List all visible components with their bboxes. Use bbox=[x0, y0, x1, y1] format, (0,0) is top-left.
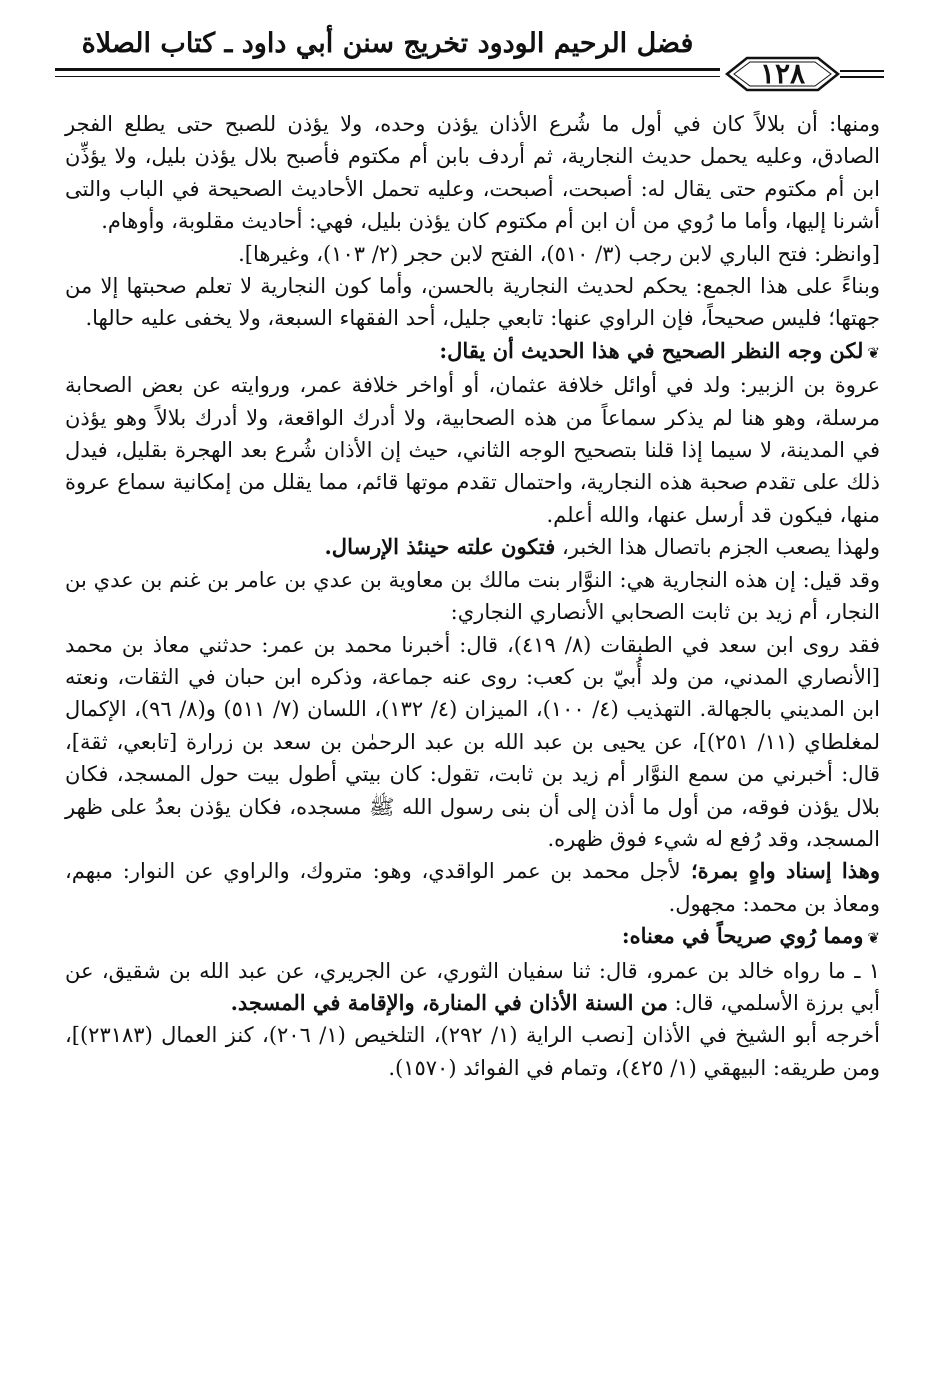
bold-text: من السنة الأذان في المنارة، والإقامة في المسجد. bbox=[230, 989, 668, 1015]
body-paragraph bbox=[65, 108, 880, 238]
paragraph-text: ولهذا يصعب الجزم باتصال هذا الخبر، bbox=[555, 535, 880, 560]
bold-text: ومما رُوي صريحاً في معناه: bbox=[621, 923, 864, 949]
heading-marker-icon: ❦ bbox=[867, 929, 880, 948]
body-paragraph bbox=[65, 238, 880, 270]
paragraph-text: أخرجه أبو الشيخ في الأذان [نصب الراية (١/ ٢٩٢)، التلخيص (١/ ٢٠٦)، كنز العمال (٢٣١٨٣)]، ومن طريقه: البيهقي (١/ ٤٢٥)، وتمام في الفوائد (١٥٧٠). bbox=[65, 1023, 880, 1080]
page-body bbox=[65, 108, 880, 1084]
bold-text: فتكون علته حينئذ الإرسال. bbox=[324, 534, 556, 560]
bold-text: لكن وجه النظر الصحيح في هذا الحديث أن يقال: bbox=[439, 337, 864, 363]
header-rule-thin bbox=[55, 76, 720, 77]
paragraph-text: وبناءً على هذا الجمع: يحكم لحديث النجارية بالحسن، وأما كون النجارية لا تعلم صحبتها إلا من جهتها؛ فليس صحيحاً، فإن الراوي عنها: تابعي جليل، أحد الفقهاء السبعة، ولا يخفى عليه حالها. bbox=[65, 274, 880, 331]
body-paragraph bbox=[65, 1019, 880, 1084]
paragraph-text: فقد روى ابن سعد في الطبقات (٨/ ٤١٩)، قال: أخبرنا محمد بن عمر: حدثني معاذ بن محمد [الأنصاري المدني، من ولد أُبيّ بن كعب: روى عنه جماعة، وذكره ابن حبان في الثقات، ونعته ابن المديني بالجهالة. التهذيب (٤/ ١٠٠)، الميزان (٤/ ١٣٢)، اللسان (٧/ ٥١١) و(٨/ ٩٦)، الإكمال لمغلطاي (١١/ ٢٥١)]، عن يحيى بن عبد الله بن عبد الرحمٰن بن سعد بن زرارة [تابعي، ثقة]، قال: أخبرني من سمع النوَّار أم زيد بن ثابت، تقول: كان بيتي أطول بيت حول المسجد، فكان بلال يؤذن فوقه، من أول ما أذن إلى أن بنى رسول الله ﷺ مسجده، فكان يؤذن بعدُ على ظهر المسجد، وقد رُفع له شيء فوق ظهره. bbox=[65, 632, 881, 851]
paragraph-text: وقد قيل: إن هذه النجارية هي: النوَّار بنت مالك بن معاوية بن عدي بن عامر بن غنم بن عدي بن النجار، أم زيد بن ثابت الصحابي الأنصاري النجاري: bbox=[65, 567, 880, 625]
body-paragraph bbox=[65, 369, 880, 531]
body-paragraph bbox=[65, 955, 880, 1020]
header-rule bbox=[55, 68, 720, 71]
heading-marker-icon: ❦ bbox=[867, 343, 880, 362]
page-number: ١٢٨ bbox=[759, 57, 806, 90]
body-paragraph bbox=[65, 564, 880, 629]
paragraph-text: لأجل محمد بن عمر الواقدي، وهو: متروك، والراوي عن النوار: مبهم، ومعاذ بن محمد: مجهول. bbox=[65, 859, 880, 916]
header-rule-right-thin bbox=[840, 76, 884, 78]
running-title: فضل الرحيم الودود تخريج سنن أبي داود ـ كتاب الصلاة bbox=[81, 28, 694, 59]
section-heading bbox=[65, 335, 880, 369]
bold-text: وهذا إسناد واهٍ بمرة؛ bbox=[680, 858, 881, 884]
paragraph-text: ١ ـ ما رواه خالد بن عمرو، قال: ثنا سفيان الثوري، عن الجريري، عن عبد الله بن شقيق، عن أبي برزة الأسلمي، قال: bbox=[65, 958, 880, 1015]
paragraph-text: ومنها: أن بلالاً كان في أول ما شُرع الأذان يؤذن وحده، ولا يؤذن للصبح حتى يطلع الفجر الصادق، وعليه يحمل حديث النجارية، ثم أردف بابن أم مكتوم فأصبح بلال يؤذن بليل، ولا يؤذِّن ابن أم مكتوم حتى يقال له: أصبحت، أصبحت، وعليه تحمل الأحاديث الصحيحة في الباب والتى أشرنا إليها، وأما ما رُوي من أن ابن أم مكتوم كان يؤذن بليل، فهي: أحاديث مقلوبة، وأوهام. bbox=[65, 112, 880, 234]
page-number-badge bbox=[725, 55, 840, 93]
paragraph-text: عروة بن الزبير: ولد في أوائل خلافة عثمان، أو أواخر خلافة عمر، وروايته عن بعض الصحابة مرسلة، وهو هنا لم يذكر سماعاً من هذه الصحابية، ولا أدرك الواقعة، ولا أدرك بلالاً وهو يؤذن في المدينة، لا سيما إذا قلنا بتصحيح الوجه الثاني، حيث إن الأذان شُرع بعد الهجرة بقليل، فيدل ذلك على تقدم صحبة هذه النجارية، واحتمال تقدم موتها قائم، مما يقلل من إمكانية سماع عروة منها، فيكون قد أرسل عنها، والله أعلم. bbox=[65, 373, 880, 527]
section-heading bbox=[65, 920, 880, 954]
body-paragraph bbox=[65, 270, 880, 335]
header-rule-right bbox=[840, 70, 884, 72]
body-paragraph bbox=[65, 855, 880, 920]
paragraph-text: [وانظر: فتح الباري لابن رجب (٣/ ٥١٠)، الفتح لابن حجر (٢/ ١٠٣)، وغيرها]. bbox=[238, 241, 880, 266]
body-paragraph bbox=[65, 629, 880, 856]
body-paragraph bbox=[65, 531, 880, 563]
